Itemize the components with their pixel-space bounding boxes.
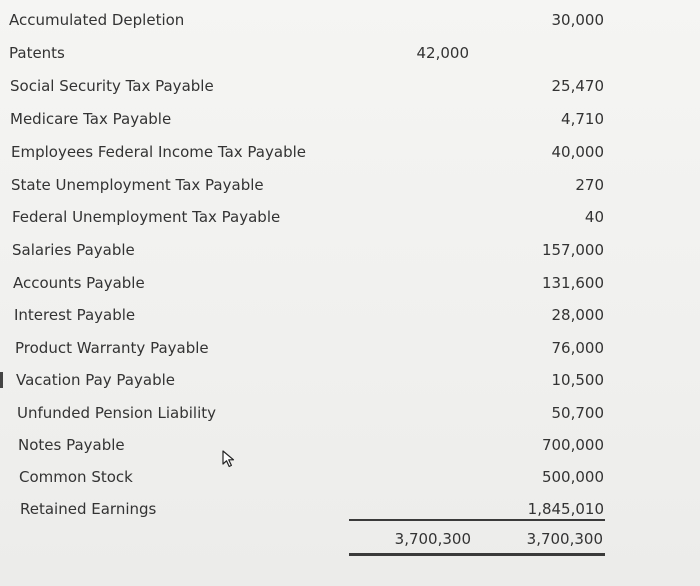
table-row-medicare-tax-payable xyxy=(0,109,700,135)
table-row-totals xyxy=(0,529,700,555)
account-label: Social Security Tax Payable xyxy=(10,77,214,95)
credit-amount: 131,600 xyxy=(541,274,604,292)
table-row-vacation-pay-payable xyxy=(0,370,700,396)
credit-amount: 76,000 xyxy=(551,339,604,357)
account-label: Patents xyxy=(9,44,65,62)
account-label: Retained Earnings xyxy=(20,500,157,518)
account-label: Unfunded Pension Liability xyxy=(17,404,216,422)
account-label: Vacation Pay Payable xyxy=(16,371,175,389)
table-row-interest-payable xyxy=(0,305,700,331)
table-row-accumulated-depletion xyxy=(0,10,700,36)
account-label: Salaries Payable xyxy=(12,241,135,259)
table-row-salaries-payable xyxy=(0,240,700,266)
credit-amount: 157,000 xyxy=(541,241,604,259)
credit-total: 3,700,300 xyxy=(526,530,603,548)
credit-amount: 28,000 xyxy=(551,306,604,324)
mouse-cursor-icon xyxy=(221,450,237,468)
account-label: Accounts Payable xyxy=(13,274,145,292)
credit-amount: 4,710 xyxy=(561,110,604,128)
account-label: Interest Payable xyxy=(14,306,136,324)
debit-amount: 42,000 xyxy=(416,44,469,62)
table-row-retained-earnings xyxy=(0,499,700,525)
table-row-notes-payable xyxy=(0,435,700,461)
account-label: Product Warranty Payable xyxy=(15,339,209,357)
credit-amount: 1,845,010 xyxy=(527,500,604,518)
table-row-common-stock xyxy=(0,467,700,493)
credit-amount: 25,470 xyxy=(551,77,604,95)
table-row-federal-unemployment-tax-payable xyxy=(0,207,700,233)
account-label: Accumulated Depletion xyxy=(9,11,185,29)
credit-amount: 500,000 xyxy=(541,468,604,486)
account-label: Medicare Tax Payable xyxy=(10,110,172,128)
table-row-accounts-payable xyxy=(0,273,700,299)
row-marker xyxy=(0,372,3,388)
credit-amount: 40 xyxy=(584,208,604,226)
table-row-social-security-tax-payable xyxy=(0,76,700,102)
table-row-state-unemployment-tax-payable xyxy=(0,175,700,201)
table-row-product-warranty-payable xyxy=(0,338,700,364)
account-label: State Unemployment Tax Payable xyxy=(11,176,264,194)
credit-amount: 50,700 xyxy=(551,404,604,422)
credit-amount: 270 xyxy=(575,176,604,194)
debit-total: 3,700,300 xyxy=(394,530,471,548)
account-label: Federal Unemployment Tax Payable xyxy=(12,208,281,226)
credit-amount: 10,500 xyxy=(551,371,604,389)
table-row-patents xyxy=(0,43,700,69)
totals-double-rule xyxy=(349,553,605,556)
table-row-unfunded-pension-liability xyxy=(0,403,700,429)
totals-top-rule xyxy=(349,519,605,521)
account-label: Notes Payable xyxy=(18,436,125,454)
account-label: Employees Federal Income Tax Payable xyxy=(11,143,306,161)
credit-amount: 700,000 xyxy=(541,436,604,454)
credit-amount: 30,000 xyxy=(551,11,604,29)
account-label: Common Stock xyxy=(19,468,133,486)
credit-amount: 40,000 xyxy=(551,143,604,161)
table-row-employees-federal-income-tax-payable xyxy=(0,142,700,168)
